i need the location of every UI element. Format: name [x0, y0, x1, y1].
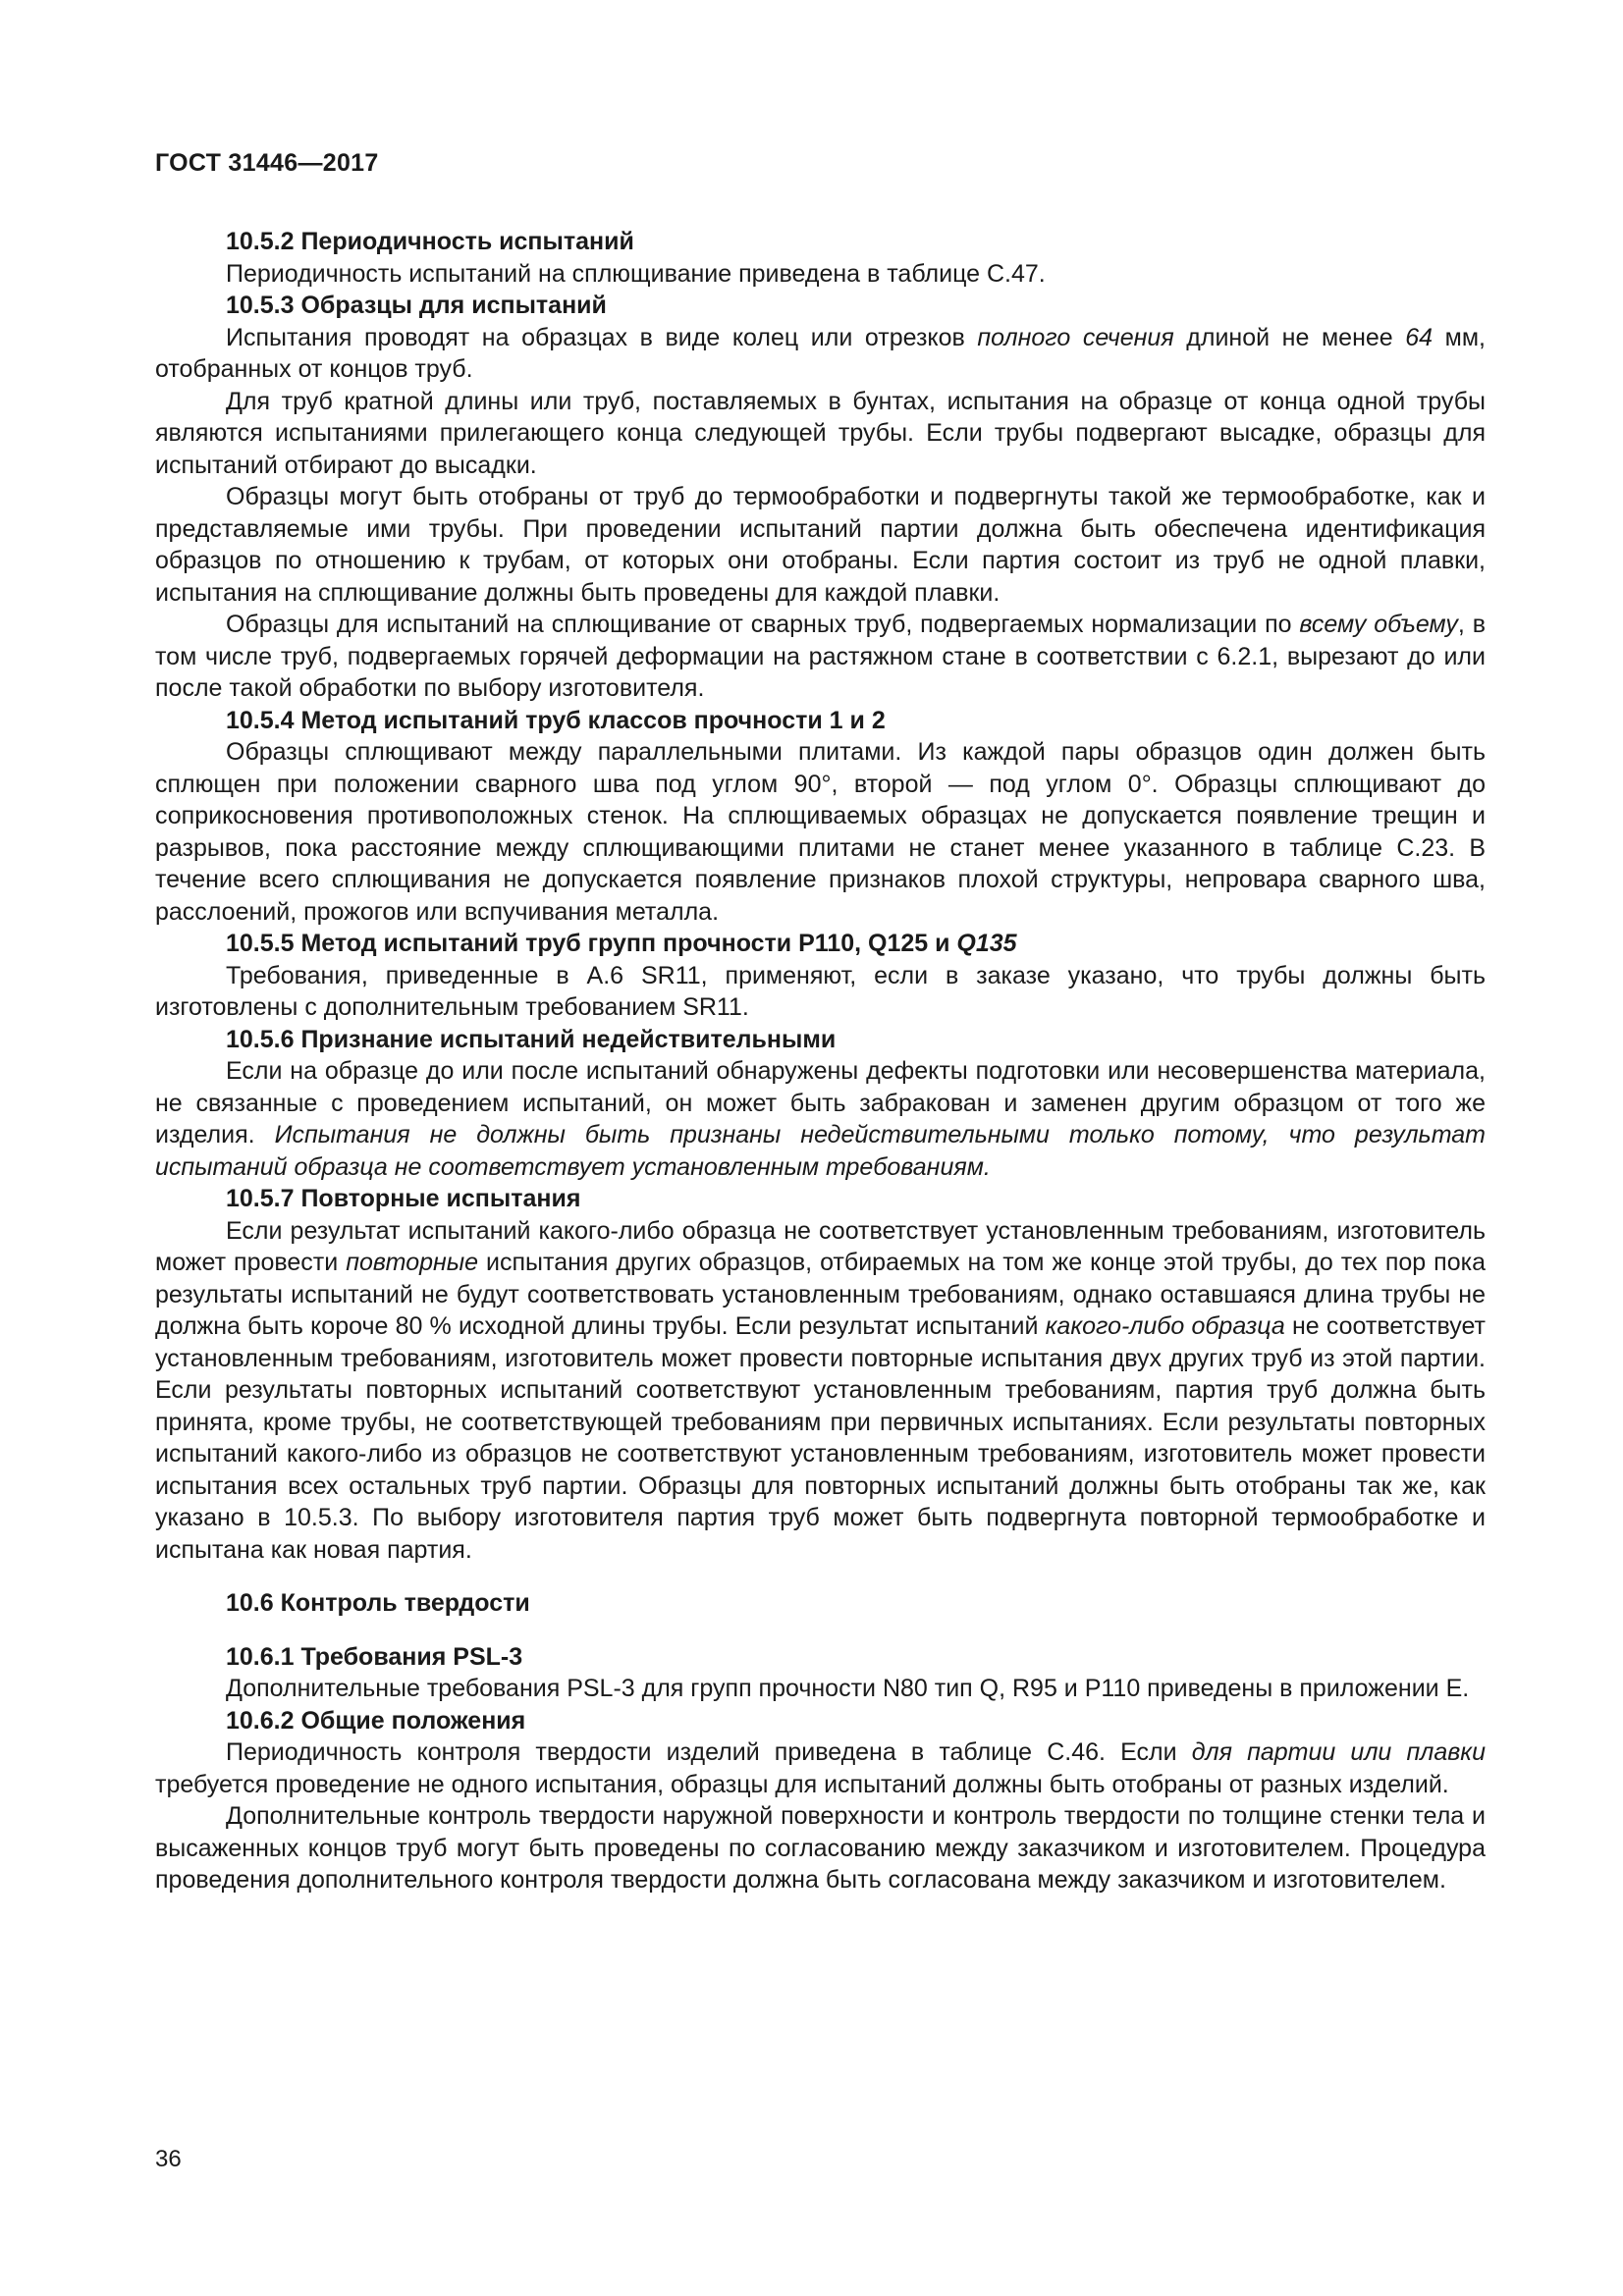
italic-text: какого-либо образца [1045, 1312, 1285, 1340]
heading-10-5-3: 10.5.3 Образцы для испытаний [226, 292, 607, 319]
italic-text: повторные [346, 1249, 479, 1276]
italic-text: 64 [1405, 323, 1434, 351]
heading-10-5-7: 10.5.7 Повторные испытания [226, 1185, 581, 1212]
paragraph [155, 609, 1486, 705]
text-run: Дополнительные требования PSL-3 для групп прочности N80 тип Q, R95 и Р110 приведены в приложении Е. [226, 1675, 1470, 1702]
text-run: Периодичность контроля твердости изделий приведена в таблице С.46. Если [226, 1738, 1192, 1766]
paragraph [155, 1215, 1486, 1567]
text-run: 10.5.5 Метод испытаний труб групп прочности Р110, Q125 и [226, 930, 957, 957]
text-run: Периодичность испытаний на сплющивание приведена в таблице С.47. [226, 259, 1046, 288]
paragraph [155, 1673, 1486, 1705]
heading-10-5-2: 10.5.2 Периодичность испытаний [226, 228, 634, 255]
heading-10-6-1: 10.6.1 Требования PSL-3 [226, 1642, 523, 1671]
heading-10-6-2: 10.6.2 Общие положения [226, 1706, 526, 1735]
heading-10-5-6: 10.5.6 Признание испытаний недействительными [226, 1025, 837, 1053]
paragraph [155, 322, 1486, 386]
text-run: требуется проведение не одного испытания, образцы для испытаний должны быть отобраны от разных изделий. [155, 1770, 1449, 1798]
paragraph [155, 386, 1486, 482]
italic-text: Испытания не должны быть признаны недействительными только потому, что результат испытаний образца не соответствует установленным требованиям. [155, 1121, 1486, 1181]
text-run: Если на образце до или после испытаний обнаружены дефекты подготовки или несовершенства материала, не связанные с проведением испытаний, он может быть забракован и заменен другим образцом от того же изделия. [155, 1057, 1486, 1148]
italic-text: Q135 [956, 930, 1017, 957]
paragraph [155, 1736, 1486, 1800]
text-run: Если результат испытаний какого-либо образца не соответствует установленным требованиям, изготовитель может провести [155, 1216, 1486, 1276]
italic-text: для партии или плавки [1191, 1738, 1486, 1766]
text-run: Для труб кратной длины или труб, поставляемых в бунтах, испытания на образце от конца одной трубы являются испытаниями прилегающего конца следующей трубы. Если трубы подвергают высадке, образцы для испытаний отбирают до высадки. [155, 387, 1486, 479]
paragraph [155, 736, 1486, 928]
paragraph [155, 1055, 1486, 1183]
text-run: испытания других образцов, отбираемых на том же конце этой трубы, до тех пор пока результаты испытаний не будут соответствовать установленным требованиям, однако оставшаяся длина трубы не должна быть короче 80 % исходной длины трубы. Если результат испытаний [155, 1249, 1486, 1340]
paragraph [155, 960, 1486, 1024]
text-run: мм, отобранных от концов труб. [155, 323, 1486, 383]
paragraph [155, 258, 1486, 291]
heading-10-5-5 [155, 928, 1486, 960]
heading-10-6: 10.6 Контроль твердости [226, 1589, 530, 1617]
text-run: Испытания проводят на образцах в виде колец или отрезков [226, 323, 978, 351]
italic-text: полного сечения [977, 323, 1174, 351]
italic-text: всему объему [1299, 611, 1458, 638]
document-body [155, 226, 1486, 1896]
text-run: Образцы сплющивают между параллельными плитами. Из каждой пары образцов один должен быть сплющен при положении сварного шва под углом 90°, второй — под углом 0°. Образцы сплющивают до соприкосновения противоположных стенок. На сплющиваемых образцах не допускается появление трещин и разрывов, пока расстояние между сплющивающими плитами не станет менее указанного в таблице С.23. В течение всего сплющивания не допускается появление признаков плохой структуры, непровара сварного шва, расслоений, прожогов или вспучивания металла. [155, 738, 1486, 926]
text-run: длиной не менее [1173, 323, 1406, 351]
text-run: не соответствует установленным требованиям, изготовитель может провести повторные испытания двух других труб из этой партии. Если результаты повторных испытаний соответствуют установленным требованиям, партия труб должна быть принята, кроме трубы, не соответствующей требованиям при первичных испытаниях. Если результаты повторных испытаний какого-либо из образцов не соответствуют установленным требованиям, изготовитель может провести испытания всех остальных труб партии. Образцы для повторных испытаний должны быть отобраны так же, как указано в 10.5.3. По выбору изготовителя партия труб может быть подвергнута повторной термообработке и испытана как новая партия. [155, 1312, 1487, 1564]
text-run: Образцы могут быть отобраны от труб до термообработки и подвергнуты такой же термообработке, как и представляемые ими трубы. При проведении испытаний партии должна быть обеспечена идентификация образцов по отношению к трубам, от которых они отобраны. Если партия состоит из труб не одной плавки, испытания на сплющивание должны быть проведены для каждой плавки. [155, 483, 1486, 607]
text-run: Дополнительные контроль твердости наружной поверхности и контроль твердости по толщине стенки тела и высаженных концов труб могут быть проведены по согласованию между заказчиком и изготовителем. Процедура проведения дополнительного контроля твердости должна быть согласована между заказчиком и изготовителем. [155, 1802, 1486, 1894]
text-run: , в том числе труб, подвергаемых горячей деформации на растяжном стане в соответствии с 6.2.1, вырезают до или после такой обработки по выбору изготовителя. [155, 611, 1486, 702]
standard-header: ГОСТ 31446—2017 [155, 149, 379, 177]
heading-10-5-4: 10.5.4 Метод испытаний труб классов прочности 1 и 2 [226, 706, 886, 734]
text-run: Образцы для испытаний на сплющивание от сварных труб, подвергаемых нормализации по [226, 611, 1300, 638]
paragraph [155, 481, 1486, 609]
page-number: 36 [155, 2146, 182, 2172]
paragraph [155, 1800, 1486, 1896]
text-run: Требования, приведенные в А.6 SR11, применяют, если в заказе указано, что трубы должны быть изготовлены с дополнительным требованием SR11. [155, 961, 1486, 1021]
